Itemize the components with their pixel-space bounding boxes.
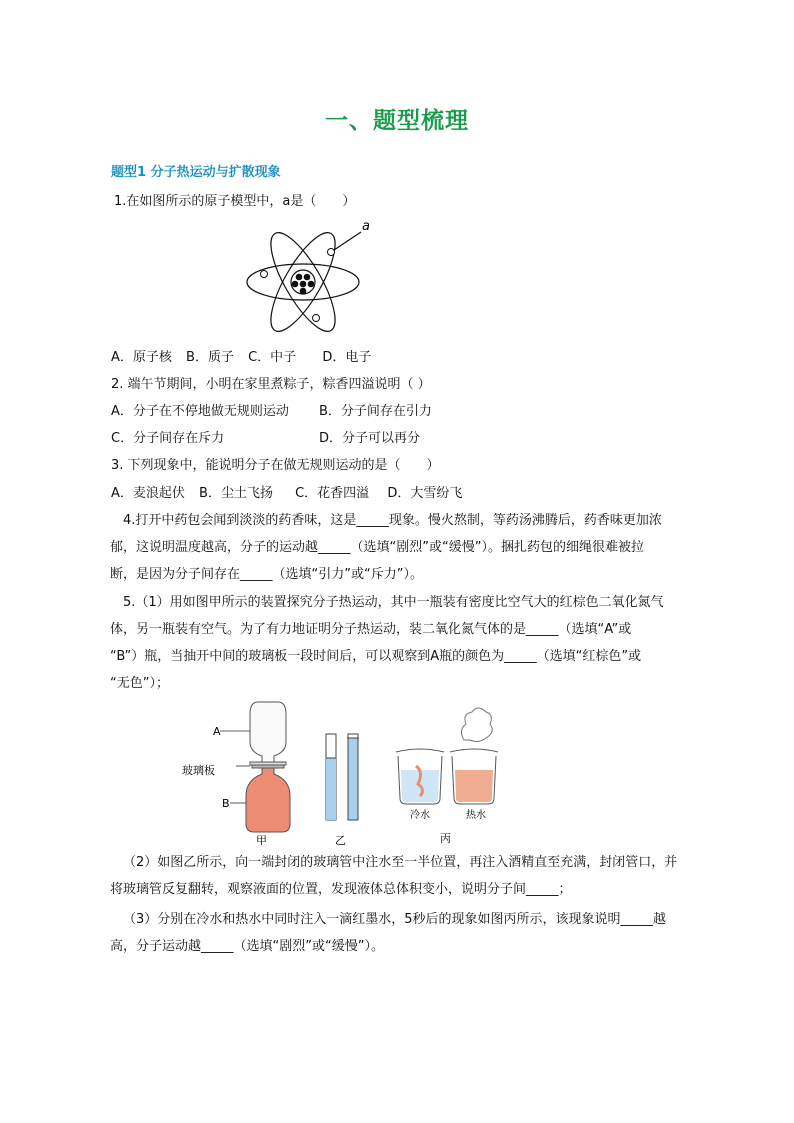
glass-tubes bbox=[326, 734, 359, 820]
label-hot-water: 热水 bbox=[466, 810, 486, 821]
atom-model-diagram bbox=[245, 214, 385, 340]
q1-option-b: B．质子 bbox=[186, 350, 234, 365]
beaker-hot bbox=[450, 708, 498, 804]
q2-option-c: C．分子间存在斥力 bbox=[111, 431, 225, 446]
atom-label-a: a bbox=[362, 219, 370, 234]
caption-yi: 乙 bbox=[335, 834, 346, 847]
q3-option-c: C．花香四溢 bbox=[295, 486, 370, 501]
glass-plate bbox=[250, 762, 286, 768]
q3-option-b: B．尘土飞扬 bbox=[199, 486, 273, 501]
section-heading: 题型1 分子热运动与扩散现象 bbox=[111, 165, 281, 180]
q5-line-1: 5.（1）用如图甲所示的装置探究分子热运动，其中一瓶装有密度比空气大的红棕色二氧化氮气 bbox=[123, 595, 664, 610]
bottle-a bbox=[250, 702, 286, 762]
q3-options bbox=[111, 484, 462, 504]
label-glass-plate: 玻璃板 bbox=[182, 764, 215, 777]
q2-option-a: A．分子在不停地做无规则运动 bbox=[111, 404, 289, 419]
q5-line-4: “无色”）； bbox=[110, 676, 169, 691]
beaker-cold bbox=[396, 749, 444, 804]
q4-line-1: 4.打开中药包会闻到淡淡的药香味，这是_____现象。慢火熬制，等药汤沸腾后，药香味更加浓 bbox=[123, 513, 662, 528]
q1-option-a: A．原子核 bbox=[111, 350, 172, 365]
q1-option-c: C．中子 bbox=[248, 350, 297, 365]
label-cold-water: 冷水 bbox=[410, 810, 430, 821]
caption-jia: 甲 bbox=[256, 834, 267, 847]
q1-stem: 1.在如图所示的原子模型中，a是（ ） bbox=[114, 194, 356, 209]
q1-options bbox=[111, 348, 371, 368]
label-b: B bbox=[222, 797, 230, 810]
q1-option-d: D．电子 bbox=[322, 350, 372, 365]
q2-option-d: D．分子可以再分 bbox=[319, 431, 421, 446]
q3-stem: 3. 下列现象中，能说明分子在做无规则运动的是（ ） bbox=[111, 458, 440, 473]
q5-line-2: 体，另一瓶装有空气。为了有力地证明分子热运动，装二氧化氮气体的是_____（选填“A”或 bbox=[110, 622, 632, 637]
q4-line-2: 郁，这说明温度越高，分子的运动越_____（选填“剧烈”或“缓慢”）。捆扎药包的细绳很难被拉 bbox=[110, 540, 644, 555]
q5-line-3: “B”）瓶，当抽开中间的玻璃板一段时间后，可以观察到A瓶的颜色为_____（选填“红棕色”或 bbox=[110, 649, 642, 664]
q3-option-d: D．大雪纷飞 bbox=[387, 486, 463, 501]
q3-option-a: A．麦浪起伏 bbox=[111, 486, 185, 501]
experiment-figure bbox=[180, 700, 520, 850]
label-a: A bbox=[213, 725, 221, 738]
q5-part2-line-2: 将玻璃管反复翻转，观察液面的位置，发现液体总体积变小，说明分子间_____； bbox=[110, 882, 572, 897]
q2-stem: 2. 端午节期间，小明在家里煮粽子，粽香四溢说明（ ） bbox=[111, 377, 431, 392]
q2-option-b: B．分子间存在引力 bbox=[319, 404, 432, 419]
q5-part3-line-2: 高，分子运动越_____（选填“剧烈”或“缓慢”）。 bbox=[110, 939, 384, 954]
page-title: 一、题型梳理 bbox=[325, 108, 469, 134]
bottle-b bbox=[246, 768, 290, 832]
caption-bing: 丙 bbox=[440, 832, 451, 845]
q5-part2-line-1: （2）如图乙所示，向一端封闭的玻璃管中注水至一半位置，再注入酒精直至充满，封闭管口，并 bbox=[123, 855, 678, 870]
q4-line-3: 断，是因为分子间存在_____（选填“引力”或“斥力”）。 bbox=[110, 567, 423, 582]
q5-part3-line-1: （3）分别在冷水和热水中同时注入一滴红墨水，5秒后的现象如图丙所示，该现象说明_____越 bbox=[123, 912, 667, 927]
